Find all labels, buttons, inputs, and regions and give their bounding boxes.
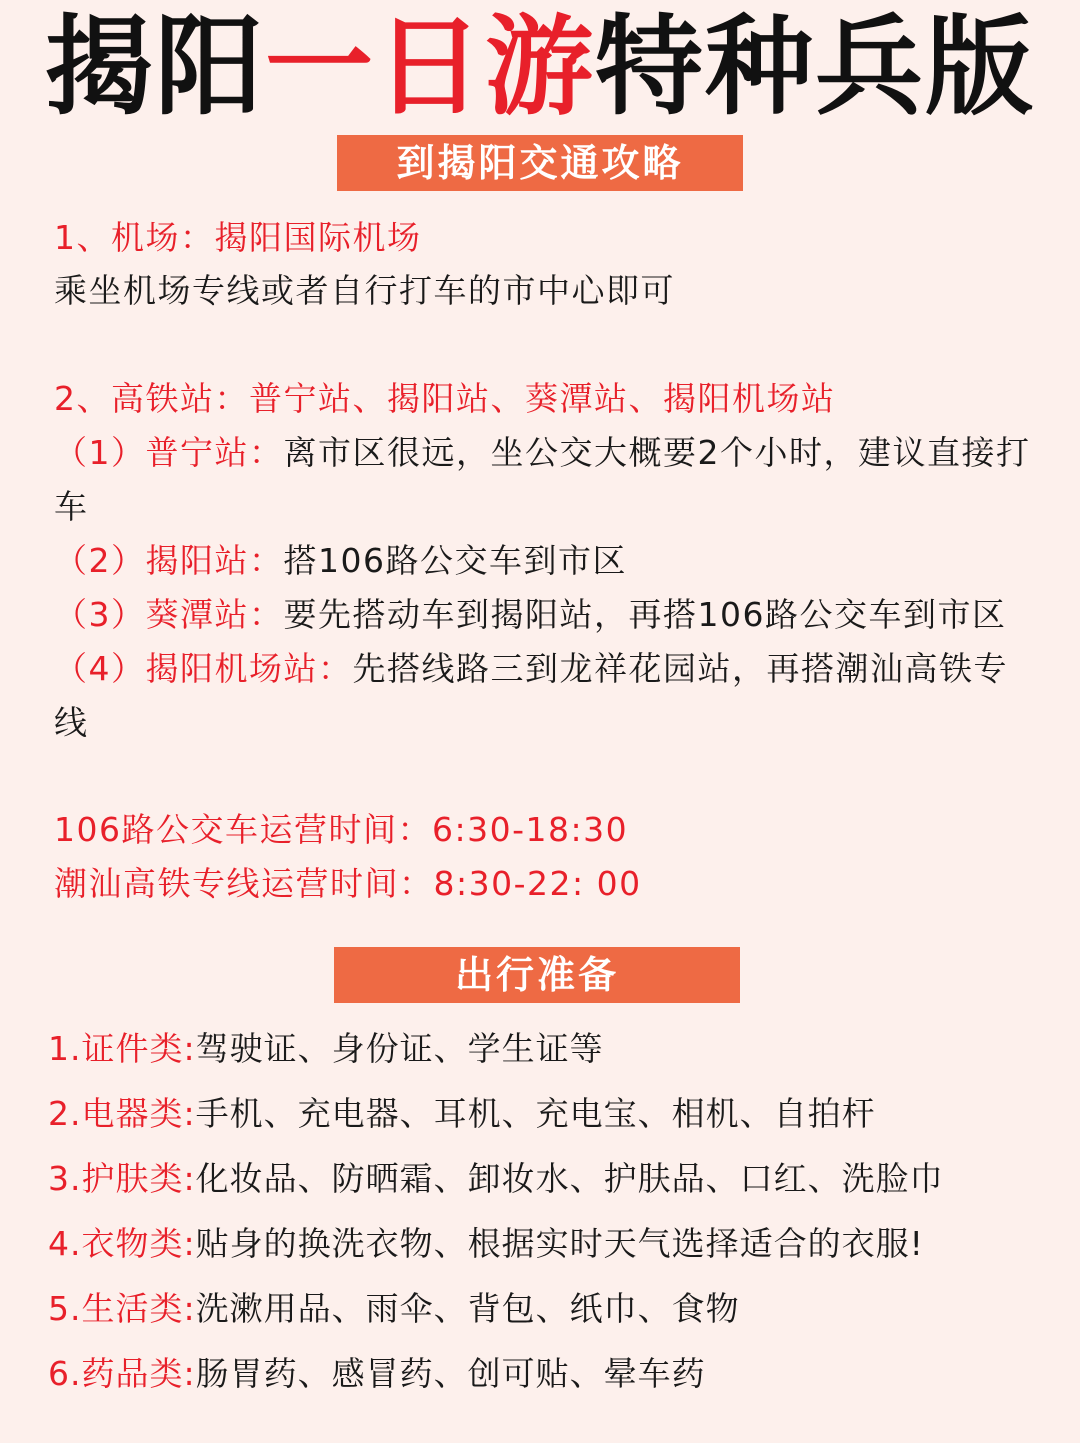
prep-item-desc: 洗漱用品、雨伞、背包、纸巾、食物 (195, 1289, 740, 1328)
prep-item-label: 1.证件类: (48, 1029, 196, 1068)
rail-item-desc: 要先搭动车到揭阳站，再搭106路公交车到市区 (283, 595, 1007, 634)
rail-item (54, 541, 627, 581)
rail-item (54, 433, 1031, 473)
rail-label: 2、高铁站：普宁站、揭阳站、葵潭站、揭阳机场站 (54, 379, 836, 418)
bus-hours: 106路公交车运营时间：6:30-18:30 (54, 810, 629, 849)
prep-item (48, 1289, 740, 1329)
prep-item-label: 4.衣物类: (48, 1224, 196, 1263)
rail-item-label: （1）普宁站： (54, 433, 284, 472)
section-banner-transport: 到揭阳交通攻略 (337, 135, 743, 191)
page-title (0, 5, 1080, 130)
rail-item-desc-cont: 线 (54, 703, 89, 742)
prep-item (48, 1094, 876, 1134)
rail-item-label: （4）揭阳机场站： (54, 649, 353, 688)
shuttle-hours: 潮汕高铁专线运营时间：8:30-22: 00 (54, 864, 642, 903)
rail-item (54, 595, 1007, 635)
rail-item-desc: 先搭线路三到龙祥花园站，再搭潮汕高铁专 (352, 649, 1008, 688)
prep-item-desc: 化妆品、防晒霜、卸妆水、护肤品、口红、洗脸巾 (195, 1159, 944, 1198)
prep-item-label: 2.电器类: (48, 1094, 196, 1133)
rail-item-label: （2）揭阳站： (54, 541, 284, 580)
airport-label: 1、机场：揭阳国际机场 (54, 218, 422, 257)
airport-desc: 乘坐机场专线或者自行打车的市中心即可 (54, 271, 675, 310)
prep-item-desc: 驾驶证、身份证、学生证等 (195, 1029, 604, 1068)
prep-item-label: 3.护肤类: (48, 1159, 196, 1198)
title-part-1: 揭阳 (44, 5, 265, 130)
prep-item-label: 5.生活类: (48, 1289, 196, 1328)
prep-item (48, 1029, 604, 1069)
prep-item-desc: 肠胃药、感冒药、创可贴、晕车药 (195, 1354, 706, 1393)
prep-item (48, 1224, 924, 1264)
prep-item-label: 6.药品类: (48, 1354, 196, 1393)
rail-item (54, 649, 1008, 689)
title-part-2: 一日 (264, 5, 485, 130)
title-part-3: 游 (485, 5, 596, 130)
prep-item-desc: 贴身的换洗衣物、根据实时天气选择适合的衣服! (195, 1224, 924, 1263)
prep-item (48, 1159, 944, 1199)
title-part-4: 特种兵版 (595, 5, 1036, 130)
prep-item (48, 1354, 706, 1394)
rail-item-desc-cont: 车 (54, 487, 89, 526)
rail-item-desc: 离市区很远，坐公交大概要2个小时，建议直接打 (283, 433, 1031, 472)
prep-item-desc: 手机、充电器、耳机、充电宝、相机、自拍杆 (195, 1094, 876, 1133)
rail-item-desc: 搭106路公交车到市区 (283, 541, 627, 580)
section-banner-prep: 出行准备 (334, 947, 740, 1003)
rail-item-label: （3）葵潭站： (54, 595, 284, 634)
